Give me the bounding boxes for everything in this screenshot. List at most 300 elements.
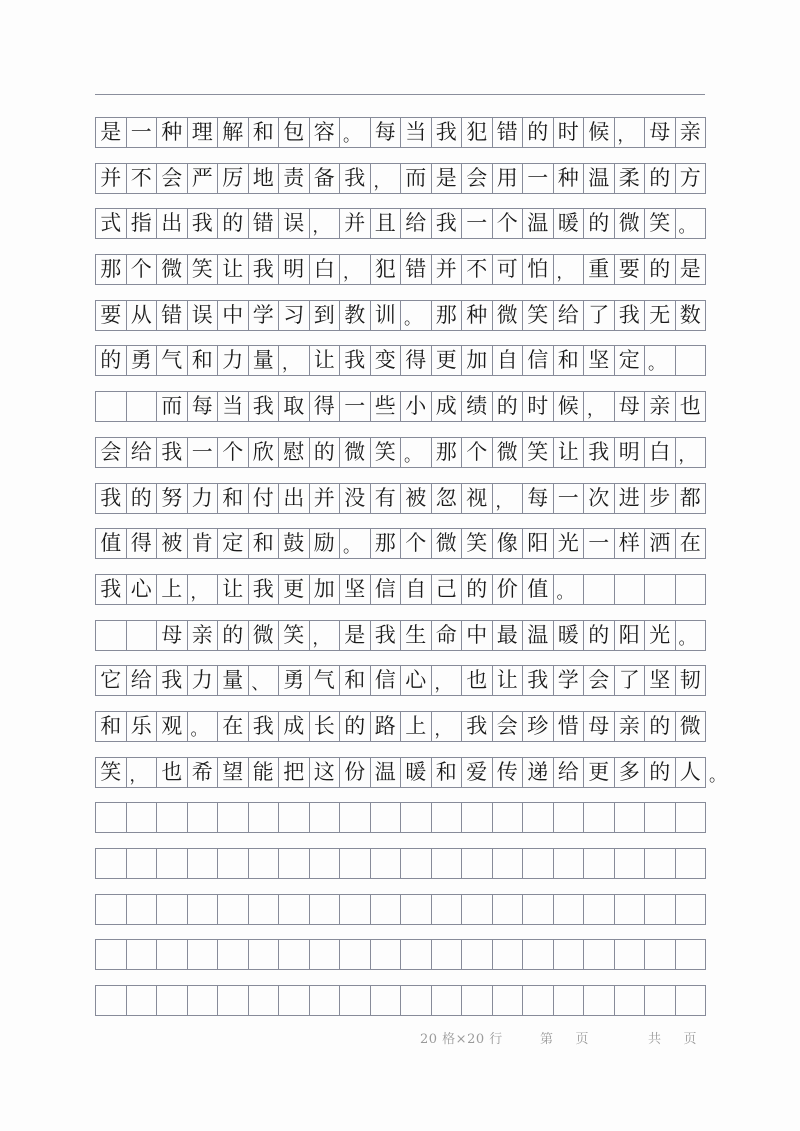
grid-cell: 明: [615, 438, 646, 467]
grid-cell: 中: [462, 621, 493, 650]
grid-cell: 。: [340, 118, 371, 147]
grid-cell: 。: [676, 209, 707, 238]
grid-cell: 肯: [188, 529, 219, 558]
grid-cell: 力: [218, 346, 249, 375]
grid-cell: 也: [157, 758, 188, 787]
grid-cell: 亲: [615, 712, 646, 741]
grid-cell: 笑: [96, 758, 127, 787]
grid-cell: [401, 803, 432, 832]
grid-cell: 亲: [188, 621, 219, 650]
grid-cell: 加: [310, 575, 341, 604]
grid-cell: [432, 986, 463, 1015]
grid-cell: 中: [218, 301, 249, 330]
grid-cell: 这: [310, 758, 341, 787]
grid-cell: ，: [371, 164, 402, 193]
grid-cell: 白: [310, 255, 341, 284]
grid-cell: 阳: [523, 529, 554, 558]
overflow-punctuation: 。: [709, 765, 726, 786]
grid-cell: 惜: [554, 712, 585, 741]
grid-cell: 一: [340, 392, 371, 421]
grid-row: [95, 437, 706, 468]
grid-cell: 柔: [615, 164, 646, 193]
grid-cell: 个: [127, 255, 158, 284]
grid-cell: 无: [645, 301, 676, 330]
grid-cell: [310, 940, 341, 969]
grid-cell: 心: [127, 575, 158, 604]
grid-cell: [615, 575, 646, 604]
grid-cell: 也: [676, 392, 707, 421]
grid-cell: [523, 895, 554, 924]
grid-cell: [554, 803, 585, 832]
grid-cell: [157, 986, 188, 1015]
grid-cell: 在: [218, 712, 249, 741]
grid-cell: 和: [340, 666, 371, 695]
grid-cell: 让: [310, 346, 341, 375]
grid-cell: 变: [371, 346, 402, 375]
grid-cell: 更: [279, 575, 310, 604]
grid-cell: 暖: [554, 621, 585, 650]
grid-cell: ，: [188, 575, 219, 604]
grid-row: [95, 300, 706, 331]
grid-cell: 。: [340, 529, 371, 558]
grid-cell: [493, 803, 524, 832]
grid-cell: 并: [340, 209, 371, 238]
grid-cell: 理: [188, 118, 219, 147]
grid-cell: 时: [554, 118, 585, 147]
grid-row: [95, 117, 706, 148]
grid-cell: 和: [96, 712, 127, 741]
grid-cell: 让: [493, 666, 524, 695]
grid-cell: 次: [584, 484, 615, 513]
grid-cell: 了: [615, 666, 646, 695]
grid-cell: [188, 895, 219, 924]
grid-cell: 的: [218, 209, 249, 238]
grid-cell: 到: [310, 301, 341, 330]
grid-cell: [462, 895, 493, 924]
grid-cell: 我: [249, 712, 280, 741]
grid-cell: 容: [310, 118, 341, 147]
grid-cell: 笑: [523, 301, 554, 330]
grid-cell: 会: [493, 712, 524, 741]
grid-cell: 己: [432, 575, 463, 604]
grid-cell: 的: [645, 758, 676, 787]
grid-cell: [432, 895, 463, 924]
grid-cell: [615, 803, 646, 832]
grid-cell: [249, 803, 280, 832]
grid-row: [95, 802, 706, 833]
grid-cell: ，: [584, 392, 615, 421]
header-rule: [95, 94, 705, 95]
grid-cell: 当: [401, 118, 432, 147]
grid-cell: [96, 392, 127, 421]
grid-cell: [432, 849, 463, 878]
grid-cell: 微: [340, 438, 371, 467]
grid-cell: 让: [554, 438, 585, 467]
grid-row: [95, 345, 706, 376]
grid-cell: 个: [218, 438, 249, 467]
grid-row: [95, 574, 706, 605]
grid-cell: 阳: [615, 621, 646, 650]
grid-cell: 和: [554, 346, 585, 375]
grid-cell: 一: [127, 118, 158, 147]
grid-cell: 忽: [432, 484, 463, 513]
grid-cell: 自: [493, 346, 524, 375]
grid-cell: ，: [310, 209, 341, 238]
grid-cell: [554, 895, 585, 924]
grid-cell: 人: [676, 758, 707, 787]
grid-cell: 不: [127, 164, 158, 193]
grid-cell: [401, 940, 432, 969]
grid-cell: 数: [676, 301, 707, 330]
grid-cell: [645, 895, 676, 924]
grid-cell: 勇: [279, 666, 310, 695]
grid-cell: 。: [645, 346, 676, 375]
grid-cell: 一: [584, 529, 615, 558]
grid-cell: 每: [523, 484, 554, 513]
grid-cell: [188, 986, 219, 1015]
grid-cell: 犯: [371, 255, 402, 284]
grid-cell: 有: [371, 484, 402, 513]
grid-cell: 生: [401, 621, 432, 650]
grid-cell: 责: [279, 164, 310, 193]
grid-cell: 错: [157, 301, 188, 330]
grid-cell: [493, 849, 524, 878]
grid-row: [95, 848, 706, 879]
grid-cell: 温: [371, 758, 402, 787]
grid-cell: 一: [523, 164, 554, 193]
grid-cell: 也: [462, 666, 493, 695]
grid-cell: 笑: [279, 621, 310, 650]
grid-cell: [401, 849, 432, 878]
grid-row: [95, 894, 706, 925]
grid-cell: [645, 803, 676, 832]
grid-cell: 气: [310, 666, 341, 695]
grid-cell: 和: [218, 484, 249, 513]
grid-cell: [462, 803, 493, 832]
grid-cell: [523, 803, 554, 832]
grid-cell: 地: [249, 164, 280, 193]
grid-cell: 出: [157, 209, 188, 238]
grid-cell: 小: [401, 392, 432, 421]
grid-cell: 厉: [218, 164, 249, 193]
grid-cell: [96, 895, 127, 924]
grid-cell: 亲: [645, 392, 676, 421]
grid-cell: [615, 849, 646, 878]
grid-cell: 被: [401, 484, 432, 513]
grid-cell: 我: [432, 209, 463, 238]
grid-cell: 每: [188, 392, 219, 421]
grid-cell: 韧: [676, 666, 707, 695]
grid-cell: [676, 803, 707, 832]
grid-cell: 笑: [371, 438, 402, 467]
grid-cell: 它: [96, 666, 127, 695]
grid-cell: 得: [127, 529, 158, 558]
grid-row: [95, 757, 726, 788]
grid-cell: [157, 940, 188, 969]
grid-cell: 让: [218, 575, 249, 604]
grid-cell: 的: [340, 712, 371, 741]
grid-cell: [127, 895, 158, 924]
grid-cell: 加: [462, 346, 493, 375]
grid-cell: 光: [645, 621, 676, 650]
page-prefix: 第: [540, 1032, 554, 1047]
grid-cell: [645, 575, 676, 604]
grid-cell: [371, 986, 402, 1015]
grid-cell: 温: [523, 621, 554, 650]
grid-cell: [127, 986, 158, 1015]
grid-cell: [371, 895, 402, 924]
writing-grid: [95, 117, 726, 1031]
grid-cell: 。: [188, 712, 219, 741]
grid-row: [95, 254, 706, 285]
grid-row: [95, 163, 706, 194]
grid-cell: 我: [523, 666, 554, 695]
grid-cell: 不: [462, 255, 493, 284]
grid-cell: 付: [249, 484, 280, 513]
grid-cell: 慰: [279, 438, 310, 467]
page-number-label: [540, 1028, 589, 1047]
grid-cell: 微: [493, 438, 524, 467]
grid-cell: [127, 803, 158, 832]
grid-cell: 母: [584, 712, 615, 741]
grid-cell: 份: [340, 758, 371, 787]
grid-cell: [340, 849, 371, 878]
grid-cell: 会: [157, 164, 188, 193]
grid-cell: 些: [371, 392, 402, 421]
grid-cell: 给: [127, 438, 158, 467]
grid-cell: 学: [554, 666, 585, 695]
grid-row: [95, 985, 706, 1016]
grid-cell: 定: [615, 346, 646, 375]
grid-cell: [462, 986, 493, 1015]
grid-cell: [584, 849, 615, 878]
grid-cell: 乐: [127, 712, 158, 741]
grid-cell: 步: [645, 484, 676, 513]
grid-cell: 备: [310, 164, 341, 193]
grid-cell: 我: [157, 438, 188, 467]
grid-cell: 我: [462, 712, 493, 741]
grid-cell: [96, 940, 127, 969]
grid-cell: [676, 986, 707, 1015]
grid-cell: 上: [401, 712, 432, 741]
grid-cell: [340, 940, 371, 969]
grid-cell: [584, 895, 615, 924]
grid-cell: 观: [157, 712, 188, 741]
grid-cell: [371, 940, 402, 969]
grid-cell: 笑: [188, 255, 219, 284]
grid-cell: 的: [584, 621, 615, 650]
grid-cell: 微: [493, 301, 524, 330]
grid-cell: 的: [96, 346, 127, 375]
grid-cell: 那: [432, 438, 463, 467]
grid-cell: 的: [645, 164, 676, 193]
grid-cell: 一: [554, 484, 585, 513]
grid-cell: 量: [218, 666, 249, 695]
grid-cell: [340, 986, 371, 1015]
grid-cell: [310, 895, 341, 924]
grid-cell: 种: [157, 118, 188, 147]
grid-cell: 光: [554, 529, 585, 558]
grid-cell: ，: [340, 255, 371, 284]
grid-cell: 误: [188, 301, 219, 330]
grid-cell: 个: [462, 438, 493, 467]
grid-cell: 定: [218, 529, 249, 558]
grid-cell: 给: [401, 209, 432, 238]
grid-cell: [96, 803, 127, 832]
grid-cell: [493, 986, 524, 1015]
grid-cell: 给: [554, 301, 585, 330]
grid-cell: 得: [401, 346, 432, 375]
grid-cell: [493, 940, 524, 969]
grid-cell: 多: [615, 758, 646, 787]
grid-cell: 希: [188, 758, 219, 787]
grid-row: [95, 665, 706, 696]
grid-cell: [96, 986, 127, 1015]
grid-cell: 而: [157, 392, 188, 421]
grid-cell: 是: [96, 118, 127, 147]
grid-cell: ，: [279, 346, 310, 375]
grid-cell: [310, 849, 341, 878]
grid-cell: 错: [401, 255, 432, 284]
total-suffix: 页: [683, 1032, 698, 1047]
grid-cell: 严: [188, 164, 219, 193]
grid-cell: 且: [371, 209, 402, 238]
grid-cell: 暖: [401, 758, 432, 787]
grid-cell: [401, 895, 432, 924]
grid-cell: ，: [310, 621, 341, 650]
grid-cell: 鼓: [279, 529, 310, 558]
grid-cell: 会: [96, 438, 127, 467]
grid-cell: 我: [615, 301, 646, 330]
grid-cell: 犯: [462, 118, 493, 147]
grid-cell: 我: [432, 118, 463, 147]
grid-cell: 像: [493, 529, 524, 558]
grid-cell: 微: [615, 209, 646, 238]
grid-cell: 笑: [462, 529, 493, 558]
grid-cell: 母: [615, 392, 646, 421]
grid-cell: 坚: [645, 666, 676, 695]
grid-cell: [249, 849, 280, 878]
grid-cell: 母: [157, 621, 188, 650]
grid-cell: 式: [96, 209, 127, 238]
grid-cell: [127, 849, 158, 878]
grid-cell: 候: [554, 392, 585, 421]
grid-cell: 而: [401, 164, 432, 193]
grid-cell: 得: [310, 392, 341, 421]
grid-cell: 我: [96, 484, 127, 513]
grid-cell: [279, 940, 310, 969]
grid-cell: 、: [249, 666, 280, 695]
grid-cell: [157, 803, 188, 832]
grid-cell: 取: [279, 392, 310, 421]
grid-row: [95, 939, 706, 970]
grid-cell: 微: [157, 255, 188, 284]
grid-cell: 指: [127, 209, 158, 238]
grid-cell: 量: [249, 346, 280, 375]
grid-cell: 方: [676, 164, 707, 193]
grid-cell: 我: [96, 575, 127, 604]
grid-cell: 我: [249, 255, 280, 284]
grid-cell: 重: [584, 255, 615, 284]
total-prefix: 共: [648, 1032, 662, 1047]
grid-cell: [615, 940, 646, 969]
grid-cell: 并: [432, 255, 463, 284]
grid-cell: 。: [401, 301, 432, 330]
grid-cell: 让: [218, 255, 249, 284]
grid-cell: 和: [249, 529, 280, 558]
grid-cell: [188, 849, 219, 878]
grid-cell: 。: [554, 575, 585, 604]
grid-cell: 信: [371, 666, 402, 695]
grid-cell: [676, 849, 707, 878]
grid-cell: 给: [127, 666, 158, 695]
grid-cell: [493, 895, 524, 924]
page-suffix: 页: [575, 1032, 590, 1047]
grid-cell: [676, 346, 707, 375]
grid-cell: [554, 940, 585, 969]
grid-cell: 解: [218, 118, 249, 147]
grid-cell: 笑: [523, 438, 554, 467]
grid-cell: [371, 803, 402, 832]
grid-cell: [188, 940, 219, 969]
grid-cell: 绩: [462, 392, 493, 421]
grid-cell: 个: [401, 529, 432, 558]
grid-cell: 明: [279, 255, 310, 284]
grid-cell: 时: [523, 392, 554, 421]
grid-cell: [432, 803, 463, 832]
grid-row: [95, 711, 706, 742]
grid-cell: 被: [157, 529, 188, 558]
total-pages-label: [648, 1028, 697, 1047]
grid-spec-label: 20 格×20 行: [420, 1032, 503, 1047]
grid-cell: [310, 803, 341, 832]
grid-cell: 我: [157, 666, 188, 695]
grid-cell: 我: [340, 164, 371, 193]
grid-cell: 我: [188, 209, 219, 238]
grid-cell: 当: [218, 392, 249, 421]
grid-cell: 暖: [554, 209, 585, 238]
grid-cell: 学: [249, 301, 280, 330]
grid-cell: 的: [493, 392, 524, 421]
grid-cell: [615, 986, 646, 1015]
grid-cell: 笑: [645, 209, 676, 238]
grid-cell: 值: [96, 529, 127, 558]
grid-cell: [645, 986, 676, 1015]
grid-cell: [340, 803, 371, 832]
grid-cell: 一: [462, 209, 493, 238]
grid-cell: [218, 986, 249, 1015]
grid-cell: 更: [584, 758, 615, 787]
grid-cell: [127, 392, 158, 421]
grid-cell: 的: [645, 712, 676, 741]
grid-cell: 成: [432, 392, 463, 421]
grid-cell: 微: [676, 712, 707, 741]
grid-cell: 努: [157, 484, 188, 513]
grid-cell: 的: [523, 118, 554, 147]
grid-cell: 是: [432, 164, 463, 193]
grid-cell: 递: [523, 758, 554, 787]
grid-cell: [554, 849, 585, 878]
grid-cell: 是: [340, 621, 371, 650]
grid-cell: [462, 849, 493, 878]
grid-cell: [218, 849, 249, 878]
grid-cell: 勇: [127, 346, 158, 375]
grid-cell: 没: [340, 484, 371, 513]
grid-cell: ，: [127, 758, 158, 787]
grid-cell: 习: [279, 301, 310, 330]
grid-cell: 出: [279, 484, 310, 513]
grid-cell: [371, 849, 402, 878]
